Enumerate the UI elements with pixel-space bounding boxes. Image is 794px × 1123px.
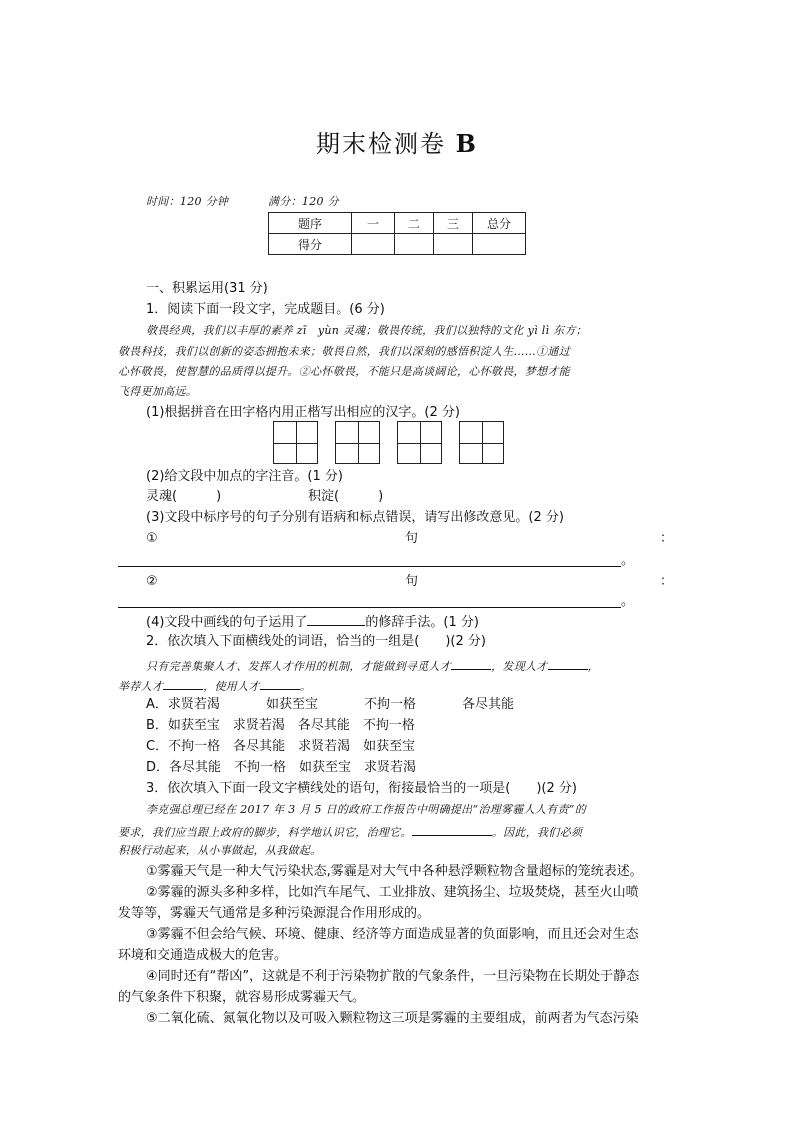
q1-stem: 1．阅读下面一段文字，完成题目。(6 分) (146, 302, 385, 317)
tianzige-grid[interactable] (273, 421, 318, 464)
answer-blank[interactable] (163, 677, 203, 690)
q1-para-line: 敬畏经典，我们以丰厚的素养 zī yùn 灵魂；敬畏传统，我们以独特的文化 yì lì 东方； (146, 324, 588, 337)
q1-sub2: (2)给文段中加点的字注音。(1 分) (146, 469, 343, 484)
q3-sentence-3: ③雾霾不但会给气候、环境、健康、经济等方面造成显著的负面影响，而且还会对生态 (146, 927, 639, 942)
tianzige-grid[interactable] (459, 421, 504, 464)
q2-option-a: A．求贤若渴 如获至宝 不拘一格 各尽其能 (146, 697, 515, 712)
answer-blank[interactable] (307, 613, 365, 626)
score-head-cell: 一 (352, 213, 395, 234)
q1-sub3-mark-1: ① (146, 531, 158, 546)
q3-sentence-2-cont: 发等等，雾霾天气通常是多种污染源混合作用形成的。 (118, 906, 431, 921)
q3-sentence-3-cont: 环境和交通造成极大的危害。 (118, 948, 288, 963)
q3-sentence-4: ④同时还有“帮凶”，这就是不利于污染物扩散的气象条件，一旦污染物在长期处于静态 (146, 969, 640, 984)
score-head-cell: 题序 (269, 213, 352, 234)
section-heading: 一、积累运用(31 分) (146, 281, 268, 296)
q1-sub3: (3)文段中标序号的句子分别有语病和标点错误，请写出修改意见。(2 分) (146, 510, 564, 525)
q2-option-b: B．如获至宝 求贤若渴 各尽其能 不拘一格 (146, 718, 415, 733)
q3-stem: 3．依次填入下面一段文字横线处的语句，衔接最恰当的一项是( )(2 分) (146, 781, 577, 796)
q3-sentence-4-cont: 的气象条件下积聚，就容易形成雾霾天气。 (118, 990, 366, 1005)
q3-sentence-5: ⑤二氧化硫、氮氧化物以及可吸入颗粒物这三项是雾霾的主要组成，前两者为气态污染 (146, 1011, 639, 1026)
answer-line[interactable] (118, 566, 621, 567)
score-head-cell: 三 (434, 213, 473, 234)
q1-para-line: 飞得更加高远。 (118, 385, 198, 398)
exam-time: 时间：120 分钟 (146, 195, 229, 208)
q3-para-line: 要求，我们应当跟上政府的脚步，科学地认识它，治理它。 。因此，我们必须 (118, 823, 582, 841)
answer-blank[interactable] (412, 823, 492, 836)
score-row-label: 得分 (269, 234, 352, 255)
q1-sub3-mark-2: ② (146, 574, 158, 589)
page-title: 期末检测卷 B (316, 129, 478, 158)
score-table-score-row (269, 234, 526, 255)
q1-para-line: 敬畏科技，我们以创新的姿态拥抱未来；敬畏自然，我们以深刻的感悟积淀人生……①通过 (118, 345, 570, 358)
q1-sub4: (4)文段中画线的句子运用了 的修辞手法。(1 分) (146, 615, 479, 630)
q1-sub3-period-1: 。 (621, 553, 635, 568)
score-cell[interactable] (434, 234, 473, 255)
q1-sub3-colon-2: ： (660, 574, 674, 589)
score-table-head-row (269, 213, 526, 234)
q1-para-line: 心怀敬畏，使智慧的品质得以提升。②心怀敬畏，不能只是高谈阔论，心怀敬畏，梦想才能 (118, 365, 570, 378)
tianzige-grid[interactable] (397, 421, 442, 464)
score-head-cell: 二 (395, 213, 434, 234)
score-cell[interactable] (473, 234, 526, 255)
q2-option-c: C．不拘一格 各尽其能 求贤若渴 如获至宝 (146, 739, 416, 754)
q3-para-line: 李克强总理已经在 2017 年 3 月 5 日的政府工作报告中明确提出“治理雾霾人人有责”的 (146, 803, 587, 816)
score-cell[interactable] (352, 234, 395, 255)
q3-sentence-1: ①雾霾天气是一种大气污染状态,雾霾是对大气中各种悬浮颗粒物含量超标的笼统表述。 (146, 864, 643, 879)
q3-para-line: 积极行动起来，从小事做起，从我做起。 (118, 844, 322, 857)
title-letter: B (455, 129, 478, 158)
score-table (268, 212, 526, 255)
q1-sub1: (1)根据拼音在田字格内用正楷写出相应的汉字。(2 分) (146, 405, 460, 420)
exam-full-score: 满分：120 分 (268, 195, 339, 208)
score-head-cell: 总分 (473, 213, 526, 234)
tianzige-grid[interactable] (335, 421, 380, 464)
q3-sentence-2: ②雾霾的源头多种多样，比如汽车尾气、工业排放、建筑扬尘、垃圾焚烧，甚至火山喷 (146, 885, 639, 900)
q2-para-line: 只有完善集聚人才、发挥人才作用的机制，才能做到寻觅人才 ，发现人才 ， (146, 657, 599, 675)
q1-sub3-period-2: 。 (621, 594, 635, 609)
answer-line[interactable] (118, 607, 621, 608)
answer-blank[interactable] (451, 657, 491, 670)
q1-sub3-colon-1: ： (660, 531, 674, 546)
q1-sub3-ju-1: 句 (405, 531, 419, 546)
q1-sub3-ju-2: 句 (405, 574, 419, 589)
answer-blank[interactable] (548, 657, 588, 670)
q2-stem: 2．依次填入下面横线处的词语，恰当的一组是( )(2 分) (146, 634, 486, 649)
answer-blank[interactable] (260, 677, 300, 690)
score-cell[interactable] (395, 234, 434, 255)
q1-sub2-item-a: 灵魂( ) (146, 489, 222, 504)
q2-para-line: 举荐人才 ，使用人才 。 (118, 677, 311, 695)
q1-sub2-item-b: 积淀( ) (308, 489, 384, 504)
q2-option-d: D．各尽其能 不拘一格 如获至宝 求贤若渴 (146, 760, 417, 775)
